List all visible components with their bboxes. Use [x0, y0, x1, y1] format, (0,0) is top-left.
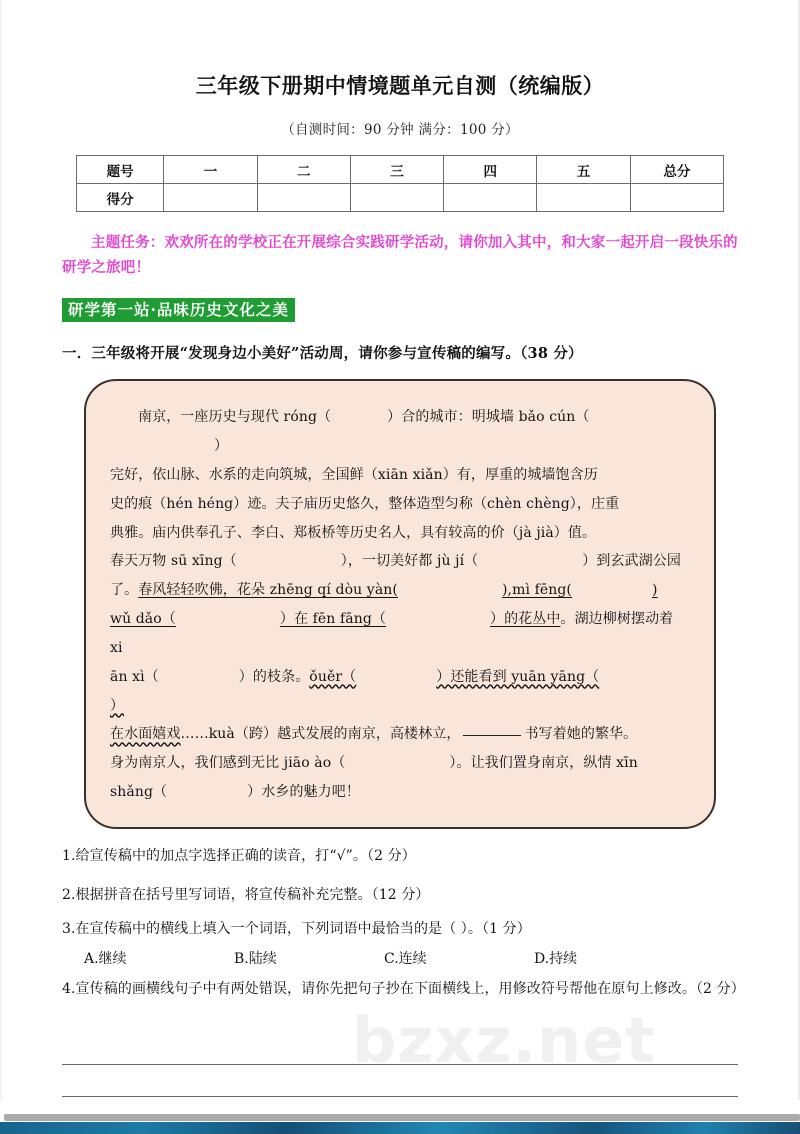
- score-table-header-6: 总分: [630, 156, 723, 184]
- passage-l5a: 春天万物 sū xīng（: [110, 553, 237, 570]
- passage-l7a: wǔ dǎo（: [110, 611, 176, 628]
- score-table-container: [62, 155, 738, 212]
- passage-line-9: [110, 720, 690, 749]
- passage-box: [84, 379, 716, 829]
- answer-line-1[interactable]: [62, 1033, 738, 1065]
- passage-line-2: 完好，依山脉、水系的走向筑城，全国鲜（xiān xiǎn）有，厚重的城墙饱含历: [110, 466, 598, 483]
- passage-line-6: [110, 576, 690, 605]
- exam-subtitle: （自测时间：90 分钟 满分：100 分）: [281, 122, 519, 138]
- passage-l9c: 书写着她的繁华。: [524, 726, 638, 743]
- sub-question-2: 2.根据拼音在括号里写词语，将宣传稿补充完整。（12 分）: [62, 887, 430, 904]
- answer-lines-container: [62, 1033, 738, 1097]
- score-table-header-0: 题号: [77, 156, 164, 184]
- score-cell-5[interactable]: [537, 184, 630, 212]
- passage-l7b: ）在 fēn fāng（: [279, 611, 386, 628]
- passage-line-1: [110, 403, 690, 461]
- table-row-scores: [77, 184, 724, 212]
- score-table: [76, 155, 724, 212]
- passage-l8e: ）: [110, 697, 125, 714]
- passage-l6a: 了。: [110, 582, 139, 599]
- sub-question-1: 1.给宣传稿中的加点字选择正确的读音，打“√”。（2 分）: [62, 847, 416, 864]
- passage-line-10: [110, 749, 690, 778]
- passage-l8c: ǒuěr（: [309, 668, 357, 685]
- passage-l6c: ),mì fēng(: [501, 582, 572, 599]
- passage-l8a: ān xì（: [110, 668, 159, 685]
- score-table-header-2: 二: [257, 156, 350, 184]
- passage-line-11: [110, 778, 690, 807]
- sub-question-3: 3.在宣传稿中的横线上填入一个词语，下列词语中最恰当的是（ ）。（1 分）: [62, 921, 531, 938]
- option-c[interactable]: C.连续: [384, 950, 427, 967]
- passage-line-3: 史的痕（hén héng）迹。夫子庙历史悠久，整体造型匀称（chèn chèng），庄重: [110, 495, 620, 512]
- score-table-header-1: 一: [164, 156, 257, 184]
- passage-l8b: ）的枝条。: [238, 668, 310, 685]
- passage-l8d: ）还能看到 yuān yāng（: [436, 668, 600, 685]
- passage-line-8: [110, 663, 690, 721]
- passage-wavy-segment: [110, 669, 679, 714]
- passage-l5b: ），一切美好都 jù jí（: [340, 553, 479, 570]
- passage-underlined-mid: [110, 611, 560, 627]
- option-b[interactable]: B.陆续: [234, 950, 277, 967]
- question-one-heading: 一．三年级将开展“发现身边小美好”活动周，请你参与宣传稿的编写。（38 分）: [62, 345, 583, 363]
- passage-l7c: ）的花丛中: [489, 611, 561, 628]
- blank-fill-line[interactable]: [463, 735, 521, 736]
- passage-l1c: ）: [214, 438, 229, 455]
- option-a[interactable]: A.继续: [84, 950, 127, 967]
- passage-l1a: 南京，一座历史与现代 róng（: [138, 409, 332, 426]
- passage-l9a: 在水面嬉戏: [110, 726, 181, 743]
- passage-l11b: ）水乡的魅力吧！: [247, 784, 360, 801]
- table-row-headers: [77, 156, 724, 184]
- sub-question-4: 4.宣传稿的画横线句子中有两处错误，请你先把句子抄在下面横线上，用修改符号帮他在原句上修改。（2 分）: [62, 980, 745, 997]
- option-d[interactable]: D.持续: [534, 950, 578, 967]
- watermark: bzxz.net: [352, 1004, 656, 1077]
- bottom-blue-strip: [0, 1122, 800, 1134]
- passage-l11a: shǎng（: [110, 784, 168, 801]
- q3-options-row: [62, 948, 738, 968]
- passage-l10a: 身为南京人，我们感到无比 jiāo ào（: [110, 755, 346, 772]
- score-cell-2[interactable]: [257, 184, 350, 212]
- bottom-gray-bar: [4, 1114, 800, 1121]
- passage-l10b: ）。让我们置身南京，纵情 xīn: [449, 755, 638, 772]
- score-table-header-3: 三: [350, 156, 443, 184]
- page-title: 三年级下册期中情境题单元自测（统编版）: [195, 73, 605, 98]
- theme-task-text: 主题任务：欢欢所在的学校正在开展综合实践研学活动，请你加入其中，和大家一起开启一段快乐的研学之旅吧！: [62, 234, 738, 276]
- score-cell-6[interactable]: [630, 184, 723, 212]
- score-cell-1[interactable]: [164, 184, 257, 212]
- score-table-header-4: 四: [444, 156, 537, 184]
- answer-line-2[interactable]: [62, 1065, 738, 1097]
- score-table-row-label: 得分: [77, 184, 164, 212]
- passage-l7d: 。湖边柳树摆动着 xi: [110, 611, 674, 656]
- passage-l6b: 春风轻轻吹佛，花朵 zhēng qí dòu yàn(: [138, 582, 398, 599]
- score-cell-3[interactable]: [350, 184, 443, 212]
- passage-line-5: [110, 547, 690, 576]
- score-cell-4[interactable]: [444, 184, 537, 212]
- passage-l9b: ……kuà（跨）越式发展的南京，高楼林立，: [180, 726, 461, 743]
- passage-underlined-start: [138, 582, 657, 598]
- passage-line-7: [110, 605, 690, 663]
- station-banner: 研学第一站·品味历史文化之美: [62, 298, 295, 322]
- score-table-header-5: 五: [537, 156, 630, 184]
- passage-l6d: ): [651, 582, 658, 599]
- passage-line-4: 典雅。庙内供奉孔子、李白、郑板桥等历史名人，具有较高的价（jà jià）值。: [110, 524, 597, 541]
- passage-l5c: ）到玄武湖公园: [582, 553, 681, 570]
- passage-l1b: ）合的城市：明城墙 bǎo cún（: [387, 409, 590, 426]
